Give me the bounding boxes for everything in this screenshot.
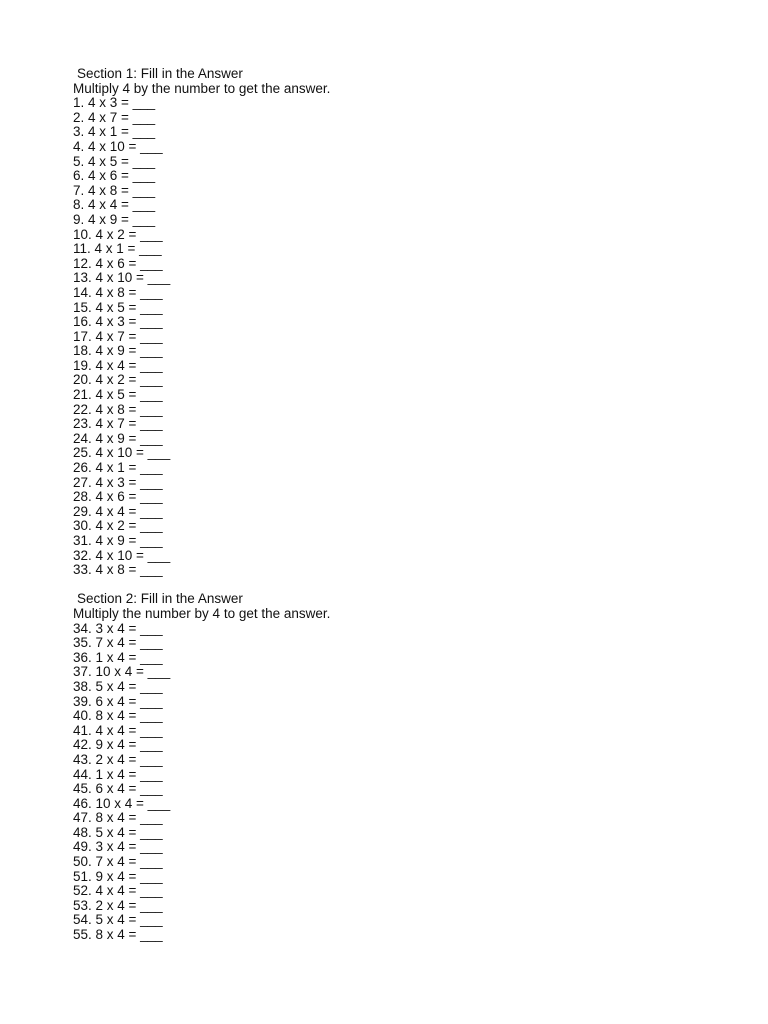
question-item: 3. 4 x 1 = ___ [73,124,156,140]
section-title: Section 2: Fill in the Answer [77,591,243,607]
question-item: 31. 4 x 9 = ___ [73,533,163,548]
question-item: 18. 4 x 9 = ___ [73,343,163,359]
question-item: 48. 5 x 4 = ___ [73,824,163,840]
question-item: 26. 4 x 1 = ___ [73,460,163,476]
question-list [73,96,713,578]
question-item: 25. 4 x 10 = ___ [73,445,171,461]
question-item: 55. 8 x 4 = ___ [73,927,163,943]
question-item: 17. 4 x 7 = ___ [73,328,163,344]
question-item: 24. 4 x 9 = ___ [73,430,163,446]
question-item: 13. 4 x 10 = ___ [73,270,171,286]
question-item: 22. 4 x 8 = ___ [73,401,163,417]
question-item: 1. 4 x 3 = ___ [73,95,156,111]
question-item: 41. 4 x 4 = ___ [73,722,163,738]
question-item: 33. 4 x 8 = ___ [73,562,163,578]
section-instructions: Multiply 4 by the number to get the answer. [73,80,331,96]
question-item: 51. 9 x 4 = ___ [73,868,163,884]
section-title: Section 1: Fill in the Answer [77,66,243,81]
question-item: 20. 4 x 2 = ___ [73,372,163,388]
question-item: 10. 4 x 2 = ___ [73,226,163,242]
section-1 [73,67,713,578]
question-item: 46. 10 x 4 = ___ [73,795,171,811]
question-item: 2. 4 x 7 = ___ [73,109,156,125]
question-item: 16. 4 x 3 = ___ [73,314,163,330]
question-item: 14. 4 x 8 = ___ [73,284,163,300]
question-item: 49. 3 x 4 = ___ [73,839,163,855]
question-item: 19. 4 x 4 = ___ [73,357,163,373]
question-list [73,622,713,943]
question-item: 12. 4 x 6 = ___ [73,255,163,271]
question-item: 6. 4 x 6 = ___ [73,168,156,184]
question-item: 9. 4 x 9 = ___ [73,211,156,227]
question-item: 37. 10 x 4 = ___ [73,664,171,680]
question-item: 29. 4 x 4 = ___ [73,503,163,519]
question-item: 45. 6 x 4 = ___ [73,781,163,797]
section-spacer [73,578,713,593]
question-item: 53. 2 x 4 = ___ [73,897,163,913]
question-item: 35. 7 x 4 = ___ [73,635,163,651]
question-item: 44. 1 x 4 = ___ [73,766,163,782]
question-item: 8. 4 x 4 = ___ [73,197,156,213]
question-item: 50. 7 x 4 = ___ [73,854,163,870]
question-item: 40. 8 x 4 = ___ [73,708,163,724]
question-item: 23. 4 x 7 = ___ [73,416,163,432]
question-item: 38. 5 x 4 = ___ [73,678,163,694]
question-item: 43. 2 x 4 = ___ [73,751,163,767]
question-item: 54. 5 x 4 = ___ [73,912,163,928]
question-item: 30. 4 x 2 = ___ [73,518,163,534]
question-item: 36. 1 x 4 = ___ [73,649,163,665]
question-item: 7. 4 x 8 = ___ [73,182,156,198]
section-2 [73,592,713,942]
question-item: 21. 4 x 5 = ___ [73,387,163,403]
question-item: 15. 4 x 5 = ___ [73,299,163,315]
worksheet-page [73,67,713,943]
question-item: 34. 3 x 4 = ___ [73,620,163,636]
question-item: 47. 8 x 4 = ___ [73,810,163,826]
question-item: 11. 4 x 1 = ___ [73,241,162,257]
question-item: 28. 4 x 6 = ___ [73,489,163,505]
question-item: 52. 4 x 4 = ___ [73,883,163,899]
question-item: 27. 4 x 3 = ___ [73,474,163,490]
question-item: 5. 4 x 5 = ___ [73,153,156,169]
question-item: 42. 9 x 4 = ___ [73,737,163,753]
question-item: 32. 4 x 10 = ___ [73,547,171,563]
question-item: 39. 6 x 4 = ___ [73,693,163,709]
question-item: 4. 4 x 10 = ___ [73,138,163,154]
section-instructions: Multiply the number by 4 to get the answer. [73,605,331,621]
